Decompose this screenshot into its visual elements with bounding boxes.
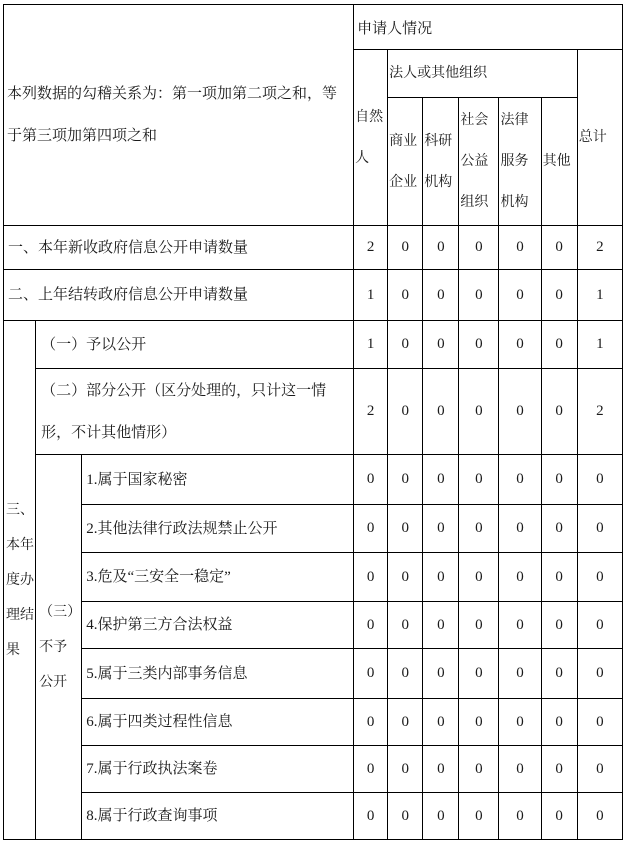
row-label: 8.属于行政查询事项 — [82, 793, 354, 840]
value-cell: 0 — [354, 746, 388, 793]
value-cell: 0 — [499, 793, 541, 840]
disclosure-statistics-table — [3, 4, 623, 840]
reconciliation-note: 本列数据的勾稽关系为：第一项加第二项之和，等于第三项加第四项之和 — [4, 5, 354, 226]
value-cell: 0 — [499, 699, 541, 746]
value-cell: 0 — [577, 746, 622, 793]
value-cell: 0 — [499, 369, 541, 455]
value-cell: 0 — [354, 455, 388, 505]
value-cell: 0 — [577, 553, 622, 602]
value-cell: 0 — [423, 649, 459, 699]
value-cell: 0 — [423, 226, 459, 270]
value-cell: 0 — [541, 226, 577, 270]
value-cell: 0 — [423, 602, 459, 649]
value-cell: 0 — [541, 553, 577, 602]
value-cell: 0 — [388, 746, 423, 793]
value-cell: 0 — [388, 369, 423, 455]
value-cell: 0 — [459, 226, 499, 270]
col-group-legal-org: 法人或其他组织 — [388, 50, 578, 98]
value-cell: 0 — [499, 602, 541, 649]
table-row — [4, 649, 623, 699]
table-row — [4, 226, 623, 270]
value-cell: 0 — [388, 649, 423, 699]
value-cell: 0 — [423, 455, 459, 505]
table-row — [4, 699, 623, 746]
value-cell: 0 — [459, 699, 499, 746]
value-cell: 0 — [388, 553, 423, 602]
value-cell: 0 — [388, 226, 423, 270]
value-cell: 0 — [423, 699, 459, 746]
value-cell: 0 — [459, 505, 499, 553]
value-cell: 0 — [499, 505, 541, 553]
value-cell: 2 — [354, 226, 388, 270]
value-cell: 0 — [577, 699, 622, 746]
table-row — [4, 321, 623, 369]
value-cell: 0 — [423, 321, 459, 369]
value-cell: 0 — [541, 505, 577, 553]
value-cell: 0 — [541, 793, 577, 840]
value-cell: 0 — [541, 270, 577, 321]
value-cell: 0 — [541, 455, 577, 505]
value-cell: 0 — [499, 455, 541, 505]
value-cell: 2 — [577, 369, 622, 455]
value-cell: 0 — [459, 455, 499, 505]
row-label: （一）予以公开 — [36, 321, 354, 369]
value-cell: 1 — [354, 321, 388, 369]
table-row — [4, 505, 623, 553]
value-cell: 0 — [354, 505, 388, 553]
col-header-natural-person: 自然人 — [354, 50, 388, 226]
value-cell: 0 — [354, 793, 388, 840]
value-cell: 0 — [388, 505, 423, 553]
value-cell: 0 — [577, 505, 622, 553]
value-cell: 0 — [423, 793, 459, 840]
row-label: 4.保护第三方合法权益 — [82, 602, 354, 649]
value-cell: 0 — [423, 553, 459, 602]
value-cell: 0 — [388, 321, 423, 369]
table-row — [4, 602, 623, 649]
value-cell: 1 — [577, 270, 622, 321]
section3-3-label: （三）不予公开 — [36, 455, 82, 840]
value-cell: 0 — [541, 602, 577, 649]
table-row — [4, 455, 623, 505]
row-label: 1.属于国家秘密 — [82, 455, 354, 505]
col-group-applicant: 申请人情况 — [354, 5, 623, 50]
value-cell: 0 — [577, 649, 622, 699]
value-cell: 0 — [388, 270, 423, 321]
value-cell: 0 — [354, 699, 388, 746]
value-cell: 0 — [459, 649, 499, 699]
table-row — [4, 793, 623, 840]
value-cell: 0 — [499, 649, 541, 699]
value-cell: 0 — [423, 369, 459, 455]
value-cell: 0 — [354, 649, 388, 699]
row-label: 2.其他法律行政法规禁止公开 — [82, 505, 354, 553]
col-header-other: 其他 — [541, 98, 577, 226]
col-header-public-welfare: 社会公益组织 — [459, 98, 499, 226]
value-cell: 0 — [388, 455, 423, 505]
value-cell: 0 — [388, 793, 423, 840]
table-row — [4, 270, 623, 321]
value-cell: 0 — [541, 746, 577, 793]
value-cell: 1 — [577, 321, 622, 369]
value-cell: 0 — [459, 793, 499, 840]
value-cell: 0 — [459, 369, 499, 455]
value-cell: 0 — [423, 746, 459, 793]
value-cell: 0 — [459, 270, 499, 321]
value-cell: 0 — [354, 553, 388, 602]
col-header-legal-service: 法律服务机构 — [499, 98, 541, 226]
value-cell: 0 — [459, 321, 499, 369]
row-label: 二、上年结转政府信息公开申请数量 — [4, 270, 354, 321]
value-cell: 2 — [354, 369, 388, 455]
table-row — [4, 746, 623, 793]
row-label: 7.属于行政执法案卷 — [82, 746, 354, 793]
row-label: （二）部分公开（区分处理的，只计这一情形，不计其他情形） — [36, 369, 354, 455]
row-label: 6.属于四类过程性信息 — [82, 699, 354, 746]
value-cell: 0 — [577, 455, 622, 505]
value-cell: 0 — [499, 746, 541, 793]
value-cell: 1 — [354, 270, 388, 321]
table-row — [4, 369, 623, 455]
row-label: 3.危及“三安全一稳定” — [82, 553, 354, 602]
value-cell: 0 — [541, 649, 577, 699]
value-cell: 0 — [459, 746, 499, 793]
value-cell: 0 — [423, 505, 459, 553]
row-label: 5.属于三类内部事务信息 — [82, 649, 354, 699]
value-cell: 0 — [459, 553, 499, 602]
value-cell: 0 — [499, 553, 541, 602]
col-header-business: 商业企业 — [388, 98, 423, 226]
value-cell: 2 — [577, 226, 622, 270]
value-cell: 0 — [499, 321, 541, 369]
value-cell: 0 — [541, 369, 577, 455]
col-header-total: 总计 — [577, 50, 622, 226]
value-cell: 0 — [388, 602, 423, 649]
value-cell: 0 — [423, 270, 459, 321]
value-cell: 0 — [541, 699, 577, 746]
value-cell: 0 — [499, 226, 541, 270]
section3-label: 三、本年度办理结果 — [4, 321, 36, 840]
value-cell: 0 — [541, 321, 577, 369]
value-cell: 0 — [388, 699, 423, 746]
value-cell: 0 — [459, 602, 499, 649]
value-cell: 0 — [499, 270, 541, 321]
value-cell: 0 — [354, 602, 388, 649]
row-label: 一、本年新收政府信息公开申请数量 — [4, 226, 354, 270]
value-cell: 0 — [577, 602, 622, 649]
table-row — [4, 553, 623, 602]
col-header-research: 科研机构 — [423, 98, 459, 226]
value-cell: 0 — [577, 793, 622, 840]
